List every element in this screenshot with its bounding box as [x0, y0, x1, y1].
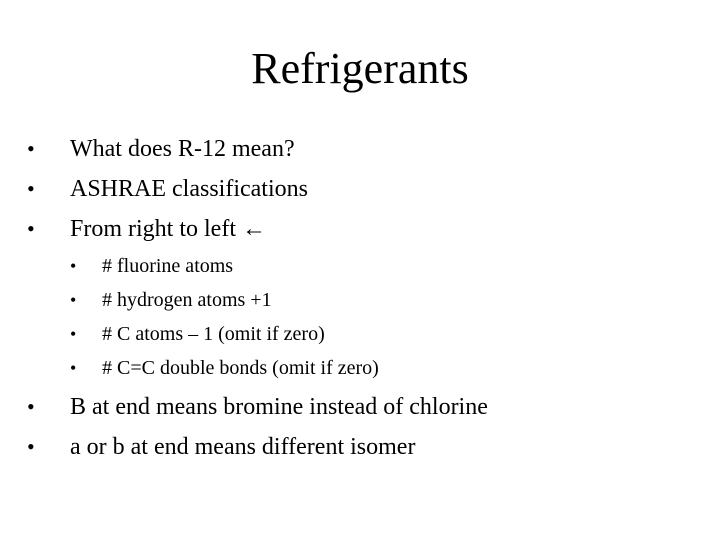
bullet-item [27, 432, 488, 472]
bullet-item [27, 392, 488, 432]
bullet-item [27, 214, 308, 254]
bullet-text: What does R-12 mean? [70, 136, 295, 162]
bullet-icon: • [27, 176, 35, 201]
bullet-text: B at end means bromine instead of chlorine [70, 394, 488, 420]
bullet-icon: • [27, 216, 35, 241]
sub-bullet-text: # hydrogen atoms +1 [102, 289, 272, 311]
bullet-item [27, 134, 308, 174]
bullet-icon: • [70, 324, 77, 344]
bullet-list [27, 134, 308, 254]
sub-bullet-text: # C atoms – 1 (omit if zero) [102, 323, 325, 345]
sub-bullet-text: # fluorine atoms [102, 255, 234, 277]
slide-title: Refrigerants [251, 44, 469, 93]
bullet-icon: • [27, 434, 35, 459]
bullet-icon: • [70, 358, 77, 378]
bullet-icon: • [70, 290, 77, 310]
bullet-item [27, 174, 308, 214]
sub-bullet-item [70, 286, 379, 320]
sub-bullet-item [70, 252, 379, 286]
bullet-icon: • [70, 256, 77, 276]
bullet-text: a or b at end means different isomer [70, 434, 416, 460]
closing-bullet-list [27, 392, 488, 472]
sub-bullet-item [70, 320, 379, 354]
sub-bullet-text: # C=C double bonds (omit if zero) [102, 357, 379, 379]
sub-bullet-list [70, 252, 379, 388]
bullet-text: ASHRAE classifications [70, 176, 308, 202]
sub-bullet-item [70, 354, 379, 388]
bullet-text: From right to left ← [70, 216, 266, 242]
bullet-icon: • [27, 136, 35, 161]
bullet-icon: • [27, 394, 35, 419]
